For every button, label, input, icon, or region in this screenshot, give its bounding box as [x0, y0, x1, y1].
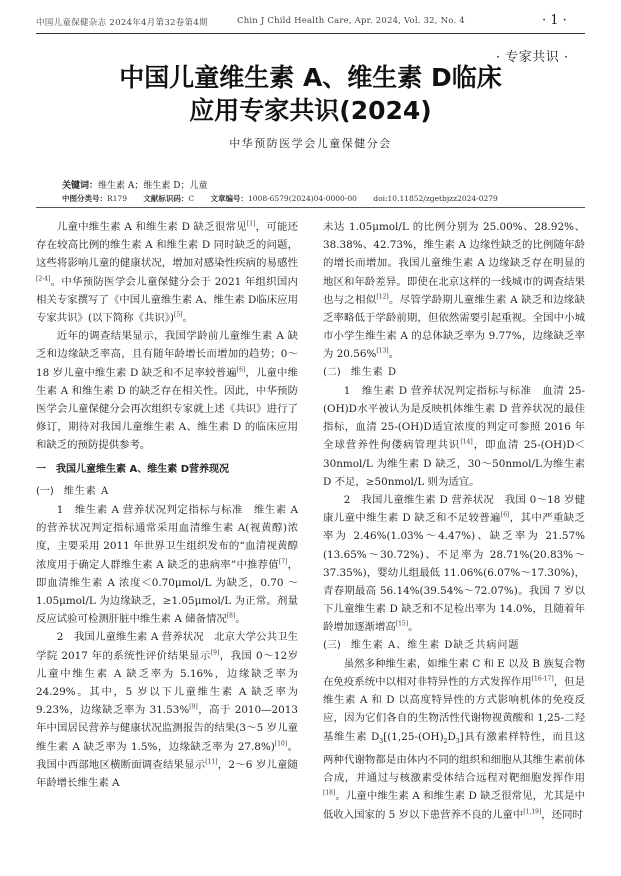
article-meta [62, 193, 512, 204]
citation[interactable]: [10] [274, 740, 288, 748]
header-rule [36, 33, 585, 34]
meta-rule [36, 207, 585, 208]
citation[interactable]: [8] [226, 612, 236, 620]
journal-name-cn: 中国儿童保健杂志 2024年4月第32卷第4期 [36, 18, 208, 28]
paragraph-va-status: 2 我国儿童维生素 A 营养状况 北京大学公共卫生学院 2017 年的系统性评价结果显示[9]，我国 0～12岁儿童中维生素 A 缺乏率为 5.16%，边缘缺乏率为 24.29%。其中，5 岁以下儿童维生素 A 缺乏率为 9.23%，边缘缺乏率为 31.53%[9]，高于 2010—2013 年中国居民营养与健康状况监测报告的结果(3～5 岁儿童维生素 A 缺乏率为 1.5%，边缘缺乏率为 27.8%)[10]。我国中西部地区横断面调查结果显示[11]，2～6 岁儿童随年龄增长维生素 A [36, 631, 298, 790]
doc-code-value: C [188, 194, 195, 203]
doi-link[interactable]: doi:10.11852/zgetbjzz2024-0279 [373, 194, 498, 203]
subsection-heading-comorbidity: (三) 维生素 A、维生素 D缺乏共病问题 [323, 639, 520, 651]
article-type-badge: · 专家共识 · [496, 50, 569, 65]
running-header [0, 0, 621, 40]
citation[interactable]: [5] [173, 311, 183, 319]
left-column [36, 218, 298, 792]
subsection-heading-vitamin-a: (一) 维生素 A [36, 485, 110, 497]
keywords [62, 178, 207, 191]
citation[interactable]: [18] [323, 789, 336, 797]
citation[interactable]: [6] [500, 511, 510, 519]
doc-code-label: 文献标识码： [143, 194, 189, 203]
citation[interactable]: [13] [376, 347, 389, 355]
paragraph-intro-1: 儿童中维生素 A 和维生素 D 缺乏很常见[1]，可能还存在较高比例的维生素 A 和维生素 D 同时缺乏的问题，这些将影响儿童的健康状况，增加对感染性疾病的易感性[2-4]。中华预防医学会儿童保健分会于 2021 年组织国内相关专家撰写了《中国儿童维生素 A、维生素 D临床应用专家共识》(以下简称《共识》)[5]。 [36, 220, 299, 325]
clc-value: R179 [107, 194, 127, 203]
keywords-label: 关键词： [62, 181, 99, 191]
paragraph-vd-status: 2 我国儿童维生素 D 营养状况 我国 0～18 岁健康儿童中维生素 D 缺乏和不足较普遍[6]，其中严重缺乏率为 2.46%(1.03%～4.47%)、缺乏率为 21.57%(13.65%～30.72%)、不足率为 28.71%(20.83%～37.35%)，婴幼儿组最低 11.06%(6.07%～17.30%)，青春期最高 56.14%(39.54%～72.07%)。我国 7 岁以下儿童维生素 D 缺乏和不足检出率为 14.0%，且随着年龄增加逐渐增高[15]。 [323, 494, 586, 634]
journal-name-en: Chin J Child Health Care, Apr. 2024, Vol. 32, No. 4 [237, 16, 465, 26]
citation[interactable]: [11] [205, 758, 218, 766]
section-heading-1: 一 我国儿童维生素 A、维生素 D营养现况 [36, 463, 230, 475]
subsection-heading-vitamin-d: (二) 维生素 D [323, 366, 398, 378]
paragraph-va-status-cont: 未达 1.05μmol/L 的比例分别为 25.00%、28.92%、38.38%、42.73%，维生素 A 边缘性缺乏的比例随年龄的增长而增加。我国儿童维生素 A 边缘缺乏存在明显的地区和年龄差异。即使在北京这样的一线城市的调查结果也与之相似[12]。尽管学龄期儿童维生素 A 缺乏和边缘缺乏率略低于学龄前期，但依然需要引起重视。全国中小城市小学生维生素 A 的总体缺乏率为 9.77%，边缘缺乏率为 20.56%[13]。 [323, 221, 585, 361]
citation[interactable]: [14] [460, 438, 473, 446]
paragraph-comorbidity: 虽然多种维生素，如维生素 C 和 E 以及 B 族复合物在免疫系统中以相对非特异性的方式发挥作用[16-17]，但是维生素 A 和 D 以高度特异性的方式影响机体的免疫反应，因为它们各自的生物活性代谢物视黄酸和 1,25-二羟基维生素 $D_3[(1,25-(OH)_2D_3]$具有激素样特性，而且这两种代谢物都是由体内不同的组织和细胞从其维生素前体合成，并通过与核激素受体结合远程对靶细胞发挥作用[18]。儿童中维生素 A 和维生素 D 缺乏很常见，尤其是中低收入国家的 5 岁以下患营养不良的儿童中[1,19]，还同时 [323, 657, 586, 821]
paragraph-vd-indicator: 1 维生素 D 营养状况判定指标与标准 血清 25-(OH)D水平被认为是反映机体维生素 D 营养状况的最佳指标，血清 25-(OH)D适宜浓度的判定可参照 2016 年全球营养性佝偻病管理共识[14]，即血清 25-(OH)D＜30nmol/L 为维生素 D 缺乏，30～50nmol/L为维生素 D 不足，≥50nmol/L 则为适宜。 [323, 384, 586, 488]
title-line-2: 应用专家共识(2024) [189, 96, 432, 125]
citation[interactable]: [9] [189, 703, 198, 711]
right-column [323, 218, 585, 824]
citation[interactable]: [6] [236, 366, 246, 374]
citation[interactable]: [1,19] [523, 808, 542, 816]
citation[interactable]: [1] [246, 220, 256, 228]
page-number: · 1 · [542, 13, 567, 28]
article-number-label: 文章编号： [210, 194, 248, 203]
citation[interactable]: [12] [376, 293, 389, 301]
citation[interactable]: [16-17] [531, 675, 554, 683]
title-line-1: 中国儿童维生素 A、维生素 D临床 [119, 63, 502, 92]
paragraph-va-indicator: 1 维生素 A 营养状况判定指标与标准 维生素 A 的营养状况判定指标通常采用血清维生素 A(视黄醇)浓度，主要采用 2011 年世界卫生组织发布的“血清视黄醇浓度用于确定人群维生素 A 缺乏的患病率”中推荐值[7]，即血清维生素 A 浓度＜0.70μmol/L 为缺乏，0.70 ～ 1.05μmol/L 为边缘缺乏，≥1.05μmol/L 为正常。剂量反应试验可检测肝脏中维生素 A 储备情况[8]。 [36, 504, 299, 626]
citation[interactable]: [9] [210, 649, 220, 657]
author-affiliation: 中华预防医学会儿童保健分会 [229, 137, 392, 150]
clc-label: 中图分类号： [62, 194, 107, 203]
citation[interactable]: [7] [278, 558, 288, 566]
article-title [36, 61, 585, 127]
paragraph-intro-2: 近年的调查结果显示，我国学龄前儿童维生素 A 缺乏和边缘缺乏率高，且有随年龄增长而增加的趋势；0～18 岁儿童中维生素 D 缺乏和不足率较普遍[6]，儿童中维生素 A 和维生素 D 的缺乏存在相关性。因此，中华预防医学会儿童保健分会再次组织专家就上述《共识》进行了修订，期待对我国儿童维生素 A、维生素 D 的临床应用和缺乏的预防提供参考。 [36, 330, 299, 452]
citation[interactable]: [2-4] [36, 275, 51, 283]
citation[interactable]: [15] [395, 621, 409, 628]
article-number-value: 1008-6579(2024)04-0000-00 [248, 194, 357, 203]
keywords-value: 维生素 A；维生素 D；儿童 [98, 181, 208, 191]
